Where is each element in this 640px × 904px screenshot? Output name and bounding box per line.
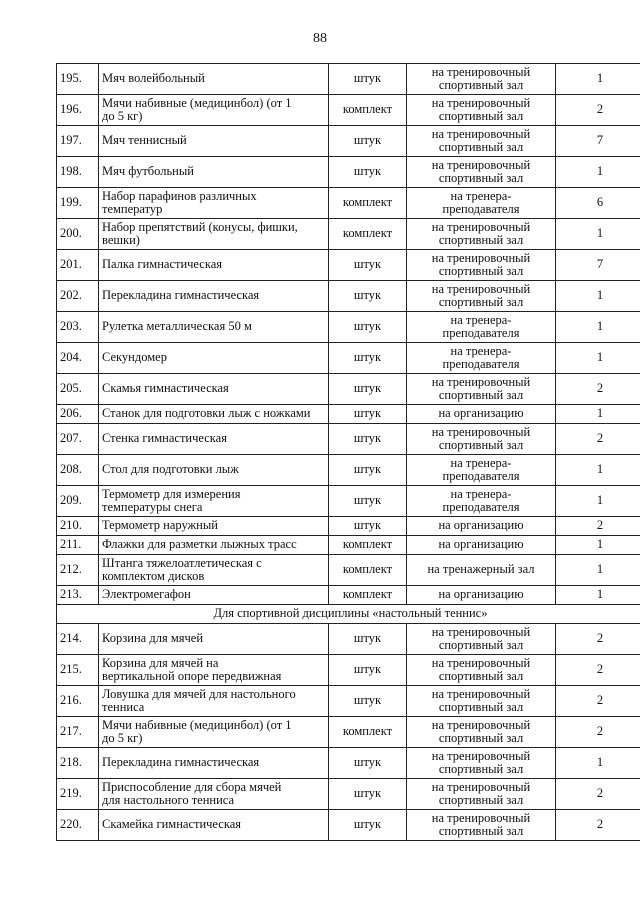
item-name: Набор парафинов различных температур xyxy=(99,188,329,219)
quantity: 2 xyxy=(556,810,640,841)
quantity: 1 xyxy=(556,555,640,586)
quantity: 1 xyxy=(556,312,640,343)
unit-of-measure: штук xyxy=(329,157,407,188)
allocation: на тренажерный зал xyxy=(407,555,556,586)
quantity: 1 xyxy=(556,343,640,374)
item-name: Электромегафон xyxy=(99,586,329,605)
allocation: на тренировочный спортивный зал xyxy=(407,219,556,250)
quantity: 1 xyxy=(556,455,640,486)
table-row xyxy=(57,188,640,219)
row-number: 202. xyxy=(57,281,99,312)
table-row xyxy=(57,686,640,717)
quantity: 2 xyxy=(556,717,640,748)
allocation: на тренировочный спортивный зал xyxy=(407,374,556,405)
row-number: 196. xyxy=(57,95,99,126)
allocation: на тренера- преподавателя xyxy=(407,343,556,374)
item-name: Станок для подготовки лыж с ножками xyxy=(99,405,329,424)
quantity: 2 xyxy=(556,655,640,686)
table-row xyxy=(57,455,640,486)
row-number: 218. xyxy=(57,748,99,779)
allocation: на тренировочный спортивный зал xyxy=(407,424,556,455)
allocation: на тренировочный спортивный зал xyxy=(407,126,556,157)
unit-of-measure: штук xyxy=(329,486,407,517)
item-name: Палка гимнастическая xyxy=(99,250,329,281)
table-row xyxy=(57,655,640,686)
item-name: Скамья гимнастическая xyxy=(99,374,329,405)
table-row xyxy=(57,624,640,655)
table-row xyxy=(57,424,640,455)
quantity: 1 xyxy=(556,64,640,95)
unit-of-measure: комплект xyxy=(329,95,407,126)
quantity: 6 xyxy=(556,188,640,219)
table-row xyxy=(57,126,640,157)
unit-of-measure: комплект xyxy=(329,188,407,219)
quantity: 2 xyxy=(556,779,640,810)
row-number: 201. xyxy=(57,250,99,281)
unit-of-measure: штук xyxy=(329,517,407,536)
row-number: 205. xyxy=(57,374,99,405)
table-row xyxy=(57,586,640,605)
quantity: 7 xyxy=(556,126,640,157)
row-number: 216. xyxy=(57,686,99,717)
quantity: 7 xyxy=(556,250,640,281)
unit-of-measure: штук xyxy=(329,779,407,810)
row-number: 203. xyxy=(57,312,99,343)
row-number: 220. xyxy=(57,810,99,841)
allocation: на тренировочный спортивный зал xyxy=(407,655,556,686)
unit-of-measure: комплект xyxy=(329,536,407,555)
allocation: на тренировочный спортивный зал xyxy=(407,157,556,188)
row-number: 197. xyxy=(57,126,99,157)
item-name: Флажки для разметки лыжных трасс xyxy=(99,536,329,555)
quantity: 1 xyxy=(556,281,640,312)
row-number: 210. xyxy=(57,517,99,536)
allocation: на тренировочный спортивный зал xyxy=(407,717,556,748)
unit-of-measure: штук xyxy=(329,748,407,779)
row-number: 209. xyxy=(57,486,99,517)
item-name: Термометр для измерения температуры снега xyxy=(99,486,329,517)
row-number: 195. xyxy=(57,64,99,95)
unit-of-measure: штук xyxy=(329,810,407,841)
unit-of-measure: комплект xyxy=(329,586,407,605)
table-row xyxy=(57,157,640,188)
item-name: Термометр наружный xyxy=(99,517,329,536)
item-name: Скамейка гимнастическая xyxy=(99,810,329,841)
item-name: Ловушка для мячей для настольного тенниса xyxy=(99,686,329,717)
allocation: на организацию xyxy=(407,536,556,555)
table-row xyxy=(57,250,640,281)
row-number: 199. xyxy=(57,188,99,219)
unit-of-measure: штук xyxy=(329,455,407,486)
quantity: 1 xyxy=(556,405,640,424)
quantity: 1 xyxy=(556,586,640,605)
row-number: 214. xyxy=(57,624,99,655)
row-number: 215. xyxy=(57,655,99,686)
quantity: 2 xyxy=(556,95,640,126)
unit-of-measure: штук xyxy=(329,281,407,312)
row-number: 198. xyxy=(57,157,99,188)
quantity: 2 xyxy=(556,686,640,717)
item-name: Перекладина гимнастическая xyxy=(99,748,329,779)
item-name: Штанга тяжелоатлетическая с комплектом дисков xyxy=(99,555,329,586)
item-name: Рулетка металлическая 50 м xyxy=(99,312,329,343)
unit-of-measure: комплект xyxy=(329,555,407,586)
table-row xyxy=(57,717,640,748)
unit-of-measure: штук xyxy=(329,250,407,281)
page-number: 88 xyxy=(313,31,327,46)
allocation: на тренера- преподавателя xyxy=(407,455,556,486)
quantity: 1 xyxy=(556,219,640,250)
item-name: Приспособление для сбора мячей для настольного тенниса xyxy=(99,779,329,810)
unit-of-measure: штук xyxy=(329,624,407,655)
table-row xyxy=(57,374,640,405)
allocation: на тренера- преподавателя xyxy=(407,188,556,219)
allocation: на тренировочный спортивный зал xyxy=(407,64,556,95)
quantity: 2 xyxy=(556,517,640,536)
unit-of-measure: комплект xyxy=(329,219,407,250)
item-name: Корзина для мячей на вертикальной опоре передвижная xyxy=(99,655,329,686)
unit-of-measure: штук xyxy=(329,312,407,343)
section-heading: Для спортивной дисциплины «настольный теннис» xyxy=(57,605,640,624)
allocation: на тренировочный спортивный зал xyxy=(407,810,556,841)
allocation: на тренировочный спортивный зал xyxy=(407,624,556,655)
unit-of-measure: штук xyxy=(329,405,407,424)
unit-of-measure: штук xyxy=(329,343,407,374)
table-row xyxy=(57,486,640,517)
unit-of-measure: штук xyxy=(329,686,407,717)
quantity: 1 xyxy=(556,486,640,517)
item-name: Мячи набивные (медицинбол) (от 1 до 5 кг) xyxy=(99,717,329,748)
allocation: на организацию xyxy=(407,586,556,605)
section-heading-row xyxy=(57,605,640,624)
table-row xyxy=(57,405,640,424)
item-name: Стенка гимнастическая xyxy=(99,424,329,455)
row-number: 207. xyxy=(57,424,99,455)
item-name: Корзина для мячей xyxy=(99,624,329,655)
item-name: Стол для подготовки лыж xyxy=(99,455,329,486)
item-name: Секундомер xyxy=(99,343,329,374)
equipment-table-body xyxy=(57,64,640,841)
allocation: на организацию xyxy=(407,405,556,424)
allocation: на организацию xyxy=(407,517,556,536)
table-row xyxy=(57,810,640,841)
row-number: 211. xyxy=(57,536,99,555)
allocation: на тренировочный спортивный зал xyxy=(407,748,556,779)
allocation: на тренировочный спортивный зал xyxy=(407,95,556,126)
unit-of-measure: штук xyxy=(329,655,407,686)
table-row xyxy=(57,555,640,586)
allocation: на тренировочный спортивный зал xyxy=(407,250,556,281)
quantity: 1 xyxy=(556,748,640,779)
table-row xyxy=(57,748,640,779)
table-row xyxy=(57,312,640,343)
quantity: 2 xyxy=(556,374,640,405)
table-row xyxy=(57,536,640,555)
table-row xyxy=(57,219,640,250)
row-number: 219. xyxy=(57,779,99,810)
table-row xyxy=(57,517,640,536)
item-name: Мяч теннисный xyxy=(99,126,329,157)
unit-of-measure: штук xyxy=(329,424,407,455)
row-number: 213. xyxy=(57,586,99,605)
unit-of-measure: штук xyxy=(329,64,407,95)
table-row xyxy=(57,95,640,126)
equipment-table xyxy=(56,63,640,841)
allocation: на тренера- преподавателя xyxy=(407,486,556,517)
item-name: Перекладина гимнастическая xyxy=(99,281,329,312)
table-row xyxy=(57,64,640,95)
quantity: 2 xyxy=(556,424,640,455)
row-number: 200. xyxy=(57,219,99,250)
item-name: Набор препятствий (конусы, фишки, вешки) xyxy=(99,219,329,250)
allocation: на тренировочный спортивный зал xyxy=(407,686,556,717)
quantity: 2 xyxy=(556,624,640,655)
row-number: 204. xyxy=(57,343,99,374)
row-number: 217. xyxy=(57,717,99,748)
item-name: Мяч футбольный xyxy=(99,157,329,188)
allocation: на тренировочный спортивный зал xyxy=(407,779,556,810)
unit-of-measure: штук xyxy=(329,126,407,157)
allocation: на тренировочный спортивный зал xyxy=(407,281,556,312)
quantity: 1 xyxy=(556,536,640,555)
row-number: 208. xyxy=(57,455,99,486)
table-row xyxy=(57,779,640,810)
table-row xyxy=(57,281,640,312)
unit-of-measure: штук xyxy=(329,374,407,405)
table-row xyxy=(57,343,640,374)
quantity: 1 xyxy=(556,157,640,188)
unit-of-measure: комплект xyxy=(329,717,407,748)
allocation: на тренера- преподавателя xyxy=(407,312,556,343)
row-number: 206. xyxy=(57,405,99,424)
item-name: Мяч волейбольный xyxy=(99,64,329,95)
row-number: 212. xyxy=(57,555,99,586)
item-name: Мячи набивные (медицинбол) (от 1 до 5 кг) xyxy=(99,95,329,126)
